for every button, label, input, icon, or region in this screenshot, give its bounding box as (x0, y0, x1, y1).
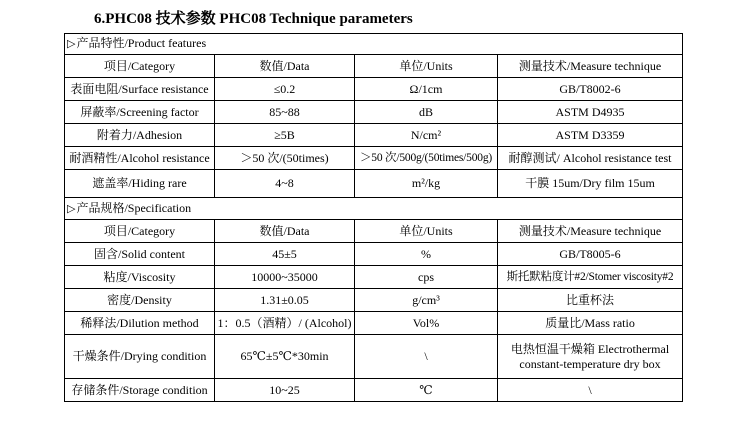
section-title: 产品规格/Specification (76, 200, 192, 215)
table-cell: dB (355, 101, 498, 124)
table-cell: g/cm³ (355, 289, 498, 312)
table-cell: 85~88 (215, 101, 355, 124)
table-cell: ℃ (355, 379, 498, 402)
table-cell: 遮盖率/Hiding rare (65, 170, 215, 198)
table-cell: m²/kg (355, 170, 498, 198)
table-row (65, 170, 683, 198)
table-cell: 4~8 (215, 170, 355, 198)
table-cell: 耐醇测试/ Alcohol resistance test (498, 147, 683, 170)
table-row (65, 147, 683, 170)
column-header: 测量技术/Measure technique (498, 55, 683, 78)
table-cell: 密度/Density (65, 289, 215, 312)
table-cell: 质量比/Mass ratio (498, 312, 683, 335)
table-cell: 比重杯法 (498, 289, 683, 312)
table-cell: 存储条件/Storage condition (65, 379, 215, 402)
table-row (65, 335, 683, 379)
column-header: 测量技术/Measure technique (498, 220, 683, 243)
table-row (65, 124, 683, 147)
table-cell: 1：0.5（酒精）/ (Alcohol) (215, 312, 355, 335)
table-cell: ASTM D3359 (498, 124, 683, 147)
table-row (65, 289, 683, 312)
table-cell: 65℃±5℃*30min (215, 335, 355, 379)
table-cell: Ω/1cm (355, 78, 498, 101)
triangle-icon: ▷ (67, 38, 76, 50)
table-cell: 10000~35000 (215, 266, 355, 289)
triangle-icon: ▷ (67, 202, 76, 215)
table-cell: 表面电阻/Surface resistance (65, 78, 215, 101)
table-cell: ASTM D4935 (498, 101, 683, 124)
table-cell: Vol% (355, 312, 498, 335)
table-cell: 固含/Solid content (65, 243, 215, 266)
table-cell: 屏蔽率/Screening factor (65, 101, 215, 124)
table-cell: ≥5B (215, 124, 355, 147)
table-cell: \ (498, 379, 683, 402)
column-header: 数值/Data (215, 55, 355, 78)
column-header: 项目/Category (65, 220, 215, 243)
table-cell: 10~25 (215, 379, 355, 402)
table-row (65, 379, 683, 402)
table-row (65, 78, 683, 101)
section-header-features (65, 34, 683, 55)
parameter-table (64, 33, 683, 402)
table-cell: 斯托默粘度计#2/Stomer viscosity#2 (498, 266, 683, 289)
table-cell: 附着力/Adhesion (65, 124, 215, 147)
table-row (65, 243, 683, 266)
table-cell: ＞50 次/(50times) (215, 147, 355, 170)
section-title: 产品特性/Product features (76, 36, 207, 50)
table-cell: % (355, 243, 498, 266)
table-cell: \ (355, 335, 498, 379)
table-row (65, 266, 683, 289)
table-cell: 粘度/Viscosity (65, 266, 215, 289)
table-cell: 45±5 (215, 243, 355, 266)
column-header-row (65, 220, 683, 243)
table-cell: 电热恒温干燥箱 Electrothermal constant-temperature dry box (498, 335, 683, 379)
table-cell: 1.31±0.05 (215, 289, 355, 312)
table-cell: 耐酒精性/Alcohol resistance (65, 147, 215, 170)
table-cell: ≤0.2 (215, 78, 355, 101)
table-cell: GB/T8005-6 (498, 243, 683, 266)
column-header: 项目/Category (65, 55, 215, 78)
column-header: 单位/Units (355, 220, 498, 243)
table-cell: 干膜 15um/Dry film 15um (498, 170, 683, 198)
column-header: 数值/Data (215, 220, 355, 243)
section-header-specification (65, 198, 683, 220)
column-header-row (65, 55, 683, 78)
column-header: 单位/Units (355, 55, 498, 78)
table-row (65, 312, 683, 335)
table-cell: ＞50 次/500g/(50times/500g) (355, 147, 498, 170)
table-cell: 稀释法/Dilution method (65, 312, 215, 335)
page-title: 6.PHC08 技术参数 PHC08 Technique parameters (94, 11, 413, 27)
table-row (65, 101, 683, 124)
table-cell: cps (355, 266, 498, 289)
table-cell: 干燥条件/Drying condition (65, 335, 215, 379)
table-cell: GB/T8002-6 (498, 78, 683, 101)
table-cell: N/cm² (355, 124, 498, 147)
